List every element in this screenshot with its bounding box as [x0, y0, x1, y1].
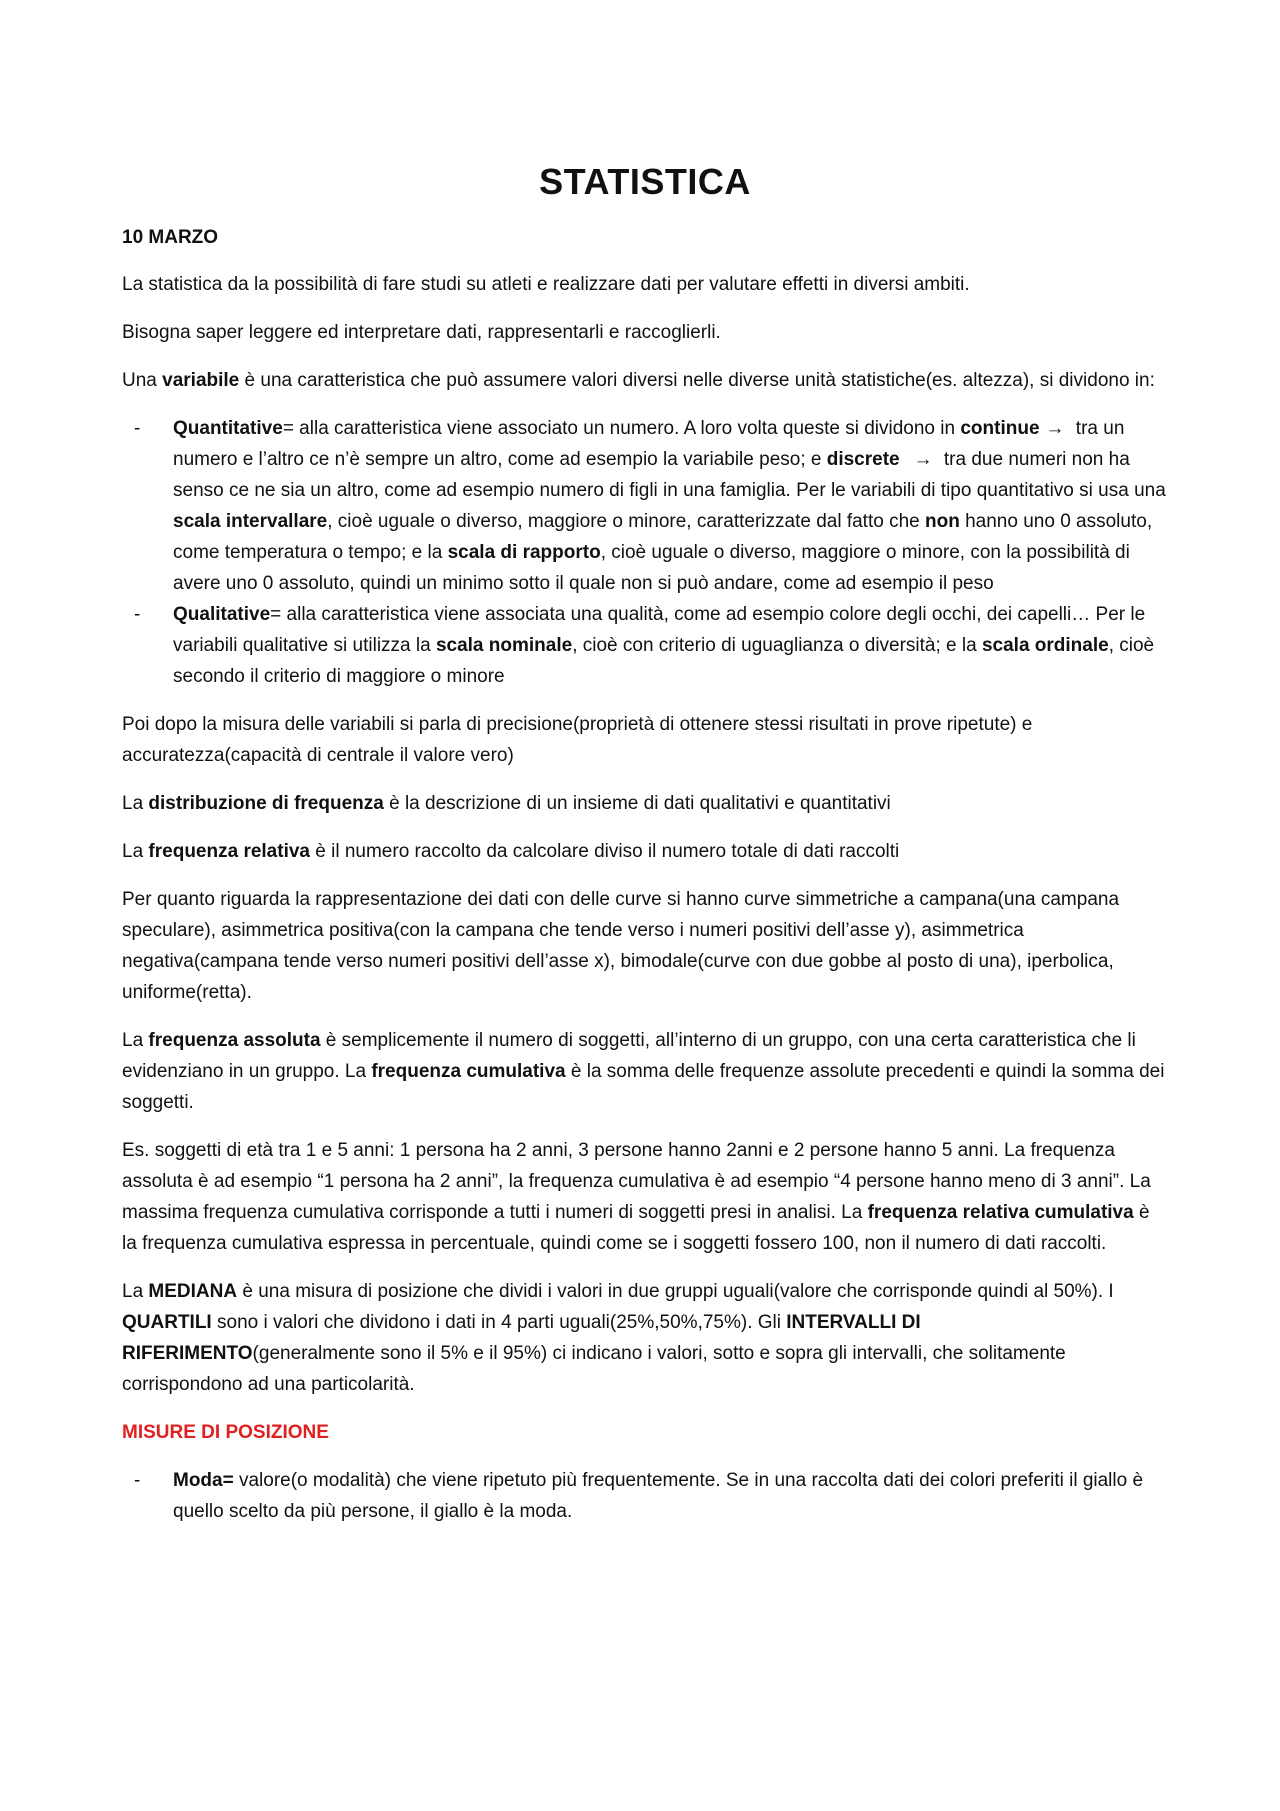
- text: La: [122, 793, 149, 814]
- keyword-frequenza-cumulativa: frequenza cumulativa: [371, 1061, 566, 1082]
- arrow-right-icon: →: [1045, 418, 1065, 439]
- text: La: [122, 1030, 149, 1051]
- keyword-moda: Moda=: [173, 1470, 234, 1491]
- paragraph-intro: La statistica da la possibilità di fare studi su atleti e realizzare dati per valutare effetti in diversi ambiti.: [122, 274, 970, 295]
- paragraph-distribution: [122, 788, 1168, 819]
- text: Es. soggetti di età tra 1 e 5 anni: 1 persona ha 2 anni, 3 persone hanno 2anni e 2 persone hanno 5 anni. La frequenza assoluta è ad esempio “1 persona ha 2 anni”, la frequenza cumulativa è ad esempio “4 persone hanno meno di 3 anni”. La massima frequenza cumulativa corrisponde a tutti i numeri di soggetti presi in analisi. La: [122, 1140, 1151, 1223]
- keyword-scala-nominale: scala nominale: [435, 635, 573, 656]
- keyword-frequenza-relativa-cumulativa: frequenza relativa cumulativa: [867, 1202, 1134, 1223]
- paragraph-read-data: Bisogna saper leggere ed interpretare dati, rappresentarli e raccoglierli.: [122, 322, 721, 343]
- keyword-mediana: MEDIANA: [148, 1281, 238, 1302]
- page-title: STATISTICA: [539, 161, 751, 202]
- text: La: [122, 841, 149, 862]
- keyword-quantitative: Quantitative: [173, 418, 283, 439]
- paragraph-example: [122, 1135, 1168, 1259]
- text: hanno uno 0 assoluto, come temperatura o tempo; e la: [173, 511, 1153, 563]
- keyword-intervalli-di-riferimento: INTERVALLI DI RIFERIMENTO: [122, 1312, 921, 1364]
- keyword-frequenza-relativa: frequenza relativa: [148, 841, 310, 862]
- keyword-non: non: [925, 511, 960, 532]
- text: , cioè secondo il criterio di maggiore o minore: [173, 635, 1155, 687]
- position-measures-list: [122, 1465, 1168, 1527]
- arrow-right-icon: →: [913, 449, 933, 470]
- text: = alla caratteristica viene associato un numero. A loro volta queste si dividono in: [282, 418, 961, 439]
- list-item-qualitative: [122, 599, 1168, 692]
- keyword-scala-intervallare: scala intervallare: [173, 511, 328, 532]
- text: è una caratteristica che può assumere valori diversi nelle diverse unità statistiche(es. altezza), si dividono in:: [239, 370, 1155, 391]
- keyword-frequenza-assoluta: frequenza assoluta: [148, 1030, 321, 1051]
- text: è semplicemente il numero di soggetti, all’interno di un gruppo, con una certa caratteristica che li evidenziano in un gruppo. La: [122, 1030, 1136, 1082]
- text: è la somma delle frequenze assolute precedenti e quindi la somma dei soggetti.: [122, 1061, 1165, 1113]
- paragraph-variable: [122, 365, 1168, 396]
- text: è il numero raccolto da calcolare diviso il numero totale di dati raccolti: [310, 841, 900, 862]
- list-item-quantitative: [122, 413, 1168, 599]
- keyword-qualitative: Qualitative: [173, 604, 271, 625]
- text: , cioè con criterio di uguaglianza o diversità; e la: [572, 635, 982, 656]
- keyword-distribuzione: distribuzione di frequenza: [148, 793, 384, 814]
- document-body: [122, 158, 1168, 1544]
- text: La: [122, 1281, 149, 1302]
- variable-types-list: [122, 413, 1168, 692]
- text: è una misura di posizione che dividi i valori in due gruppi uguali(valore che corrisponde quindi al 50%). I: [237, 1281, 1114, 1302]
- text: valore(o modalità) che viene ripetuto più frequentemente. Se in una raccolta dati dei colori preferiti il giallo è quello scelto da più persone, il giallo è la moda.: [173, 1470, 1144, 1522]
- text: è la frequenza cumulativa espressa in percentuale, quindi come se i soggetti fossero 100, non il numero di dati raccolti.: [122, 1202, 1150, 1254]
- dash-bullet: -: [134, 1470, 141, 1491]
- keyword-quartili: QUARTILI: [122, 1312, 212, 1333]
- text: , cioè uguale o diverso, maggiore o minore, caratterizzate dal fatto che: [327, 511, 925, 532]
- text: sono i valori che dividono i dati in 4 parti uguali(25%,50%,75%). Gli: [211, 1312, 787, 1333]
- keyword-discrete: discrete: [826, 449, 900, 470]
- text: = alla caratteristica viene associata una qualità, come ad esempio colore degli occhi, dei capelli… Per le variabili qualitative si utilizza la: [173, 604, 1146, 656]
- dash-bullet: -: [134, 604, 141, 625]
- text: (generalmente sono il 5% e il 95%) ci indicano i valori, sotto e sopra gli intervalli, che solitamente corrispondono ad una particolarità.: [122, 1343, 1066, 1395]
- text: è la descrizione di un insieme di dati qualitativi e quantitativi: [383, 793, 891, 814]
- text: Una: [122, 370, 163, 391]
- text: , cioè uguale o diverso, maggiore o minore, con la possibilità di avere uno 0 assoluto, quindi un minimo sotto il quale non si può andare, come ad esempio il peso: [173, 542, 1130, 594]
- paragraph-curves: Per quanto riguarda la rappresentazione dei dati con delle curve si hanno curve simmetriche a campana(una campana speculare), asimmetrica positiva(con la campana che tende verso i numeri positivi dell’asse y), asimmetrica negativa(campana tende verso numeri positivi dell’asse x), bimodale(curve con due gobbe al posto di una), iperbolica, uniforme(retta).: [122, 889, 1120, 1003]
- list-item-moda: [122, 1465, 1168, 1527]
- keyword-continue: continue: [960, 418, 1040, 439]
- paragraph-precision: Poi dopo la misura delle variabili si parla di precisione(proprietà di ottenere stessi risultati in prove ripetute) e accuratezza(capacità di centrale il valore vero): [122, 714, 1033, 766]
- section-heading-misure-di-posizione: MISURE DI POSIZIONE: [122, 1422, 329, 1443]
- keyword-variabile: variabile: [162, 370, 240, 391]
- date-heading: 10 MARZO: [122, 227, 219, 248]
- paragraph-absolute-frequency: [122, 1025, 1168, 1118]
- keyword-scala-di-rapporto: scala di rapporto: [447, 542, 601, 563]
- dash-bullet: -: [134, 418, 141, 439]
- paragraph-median: [122, 1276, 1168, 1400]
- keyword-scala-ordinale: scala ordinale: [981, 635, 1109, 656]
- text: tra un numero e l’altro ce n’è sempre un altro, come ad esempio la variabile peso; e: [173, 418, 1125, 470]
- text: tra due numeri non ha senso ce ne sia un altro, come ad esempio numero di figli in una famiglia. Per le variabili di tipo quantitativo si usa una: [173, 449, 1166, 501]
- paragraph-relative-frequency: [122, 836, 1168, 867]
